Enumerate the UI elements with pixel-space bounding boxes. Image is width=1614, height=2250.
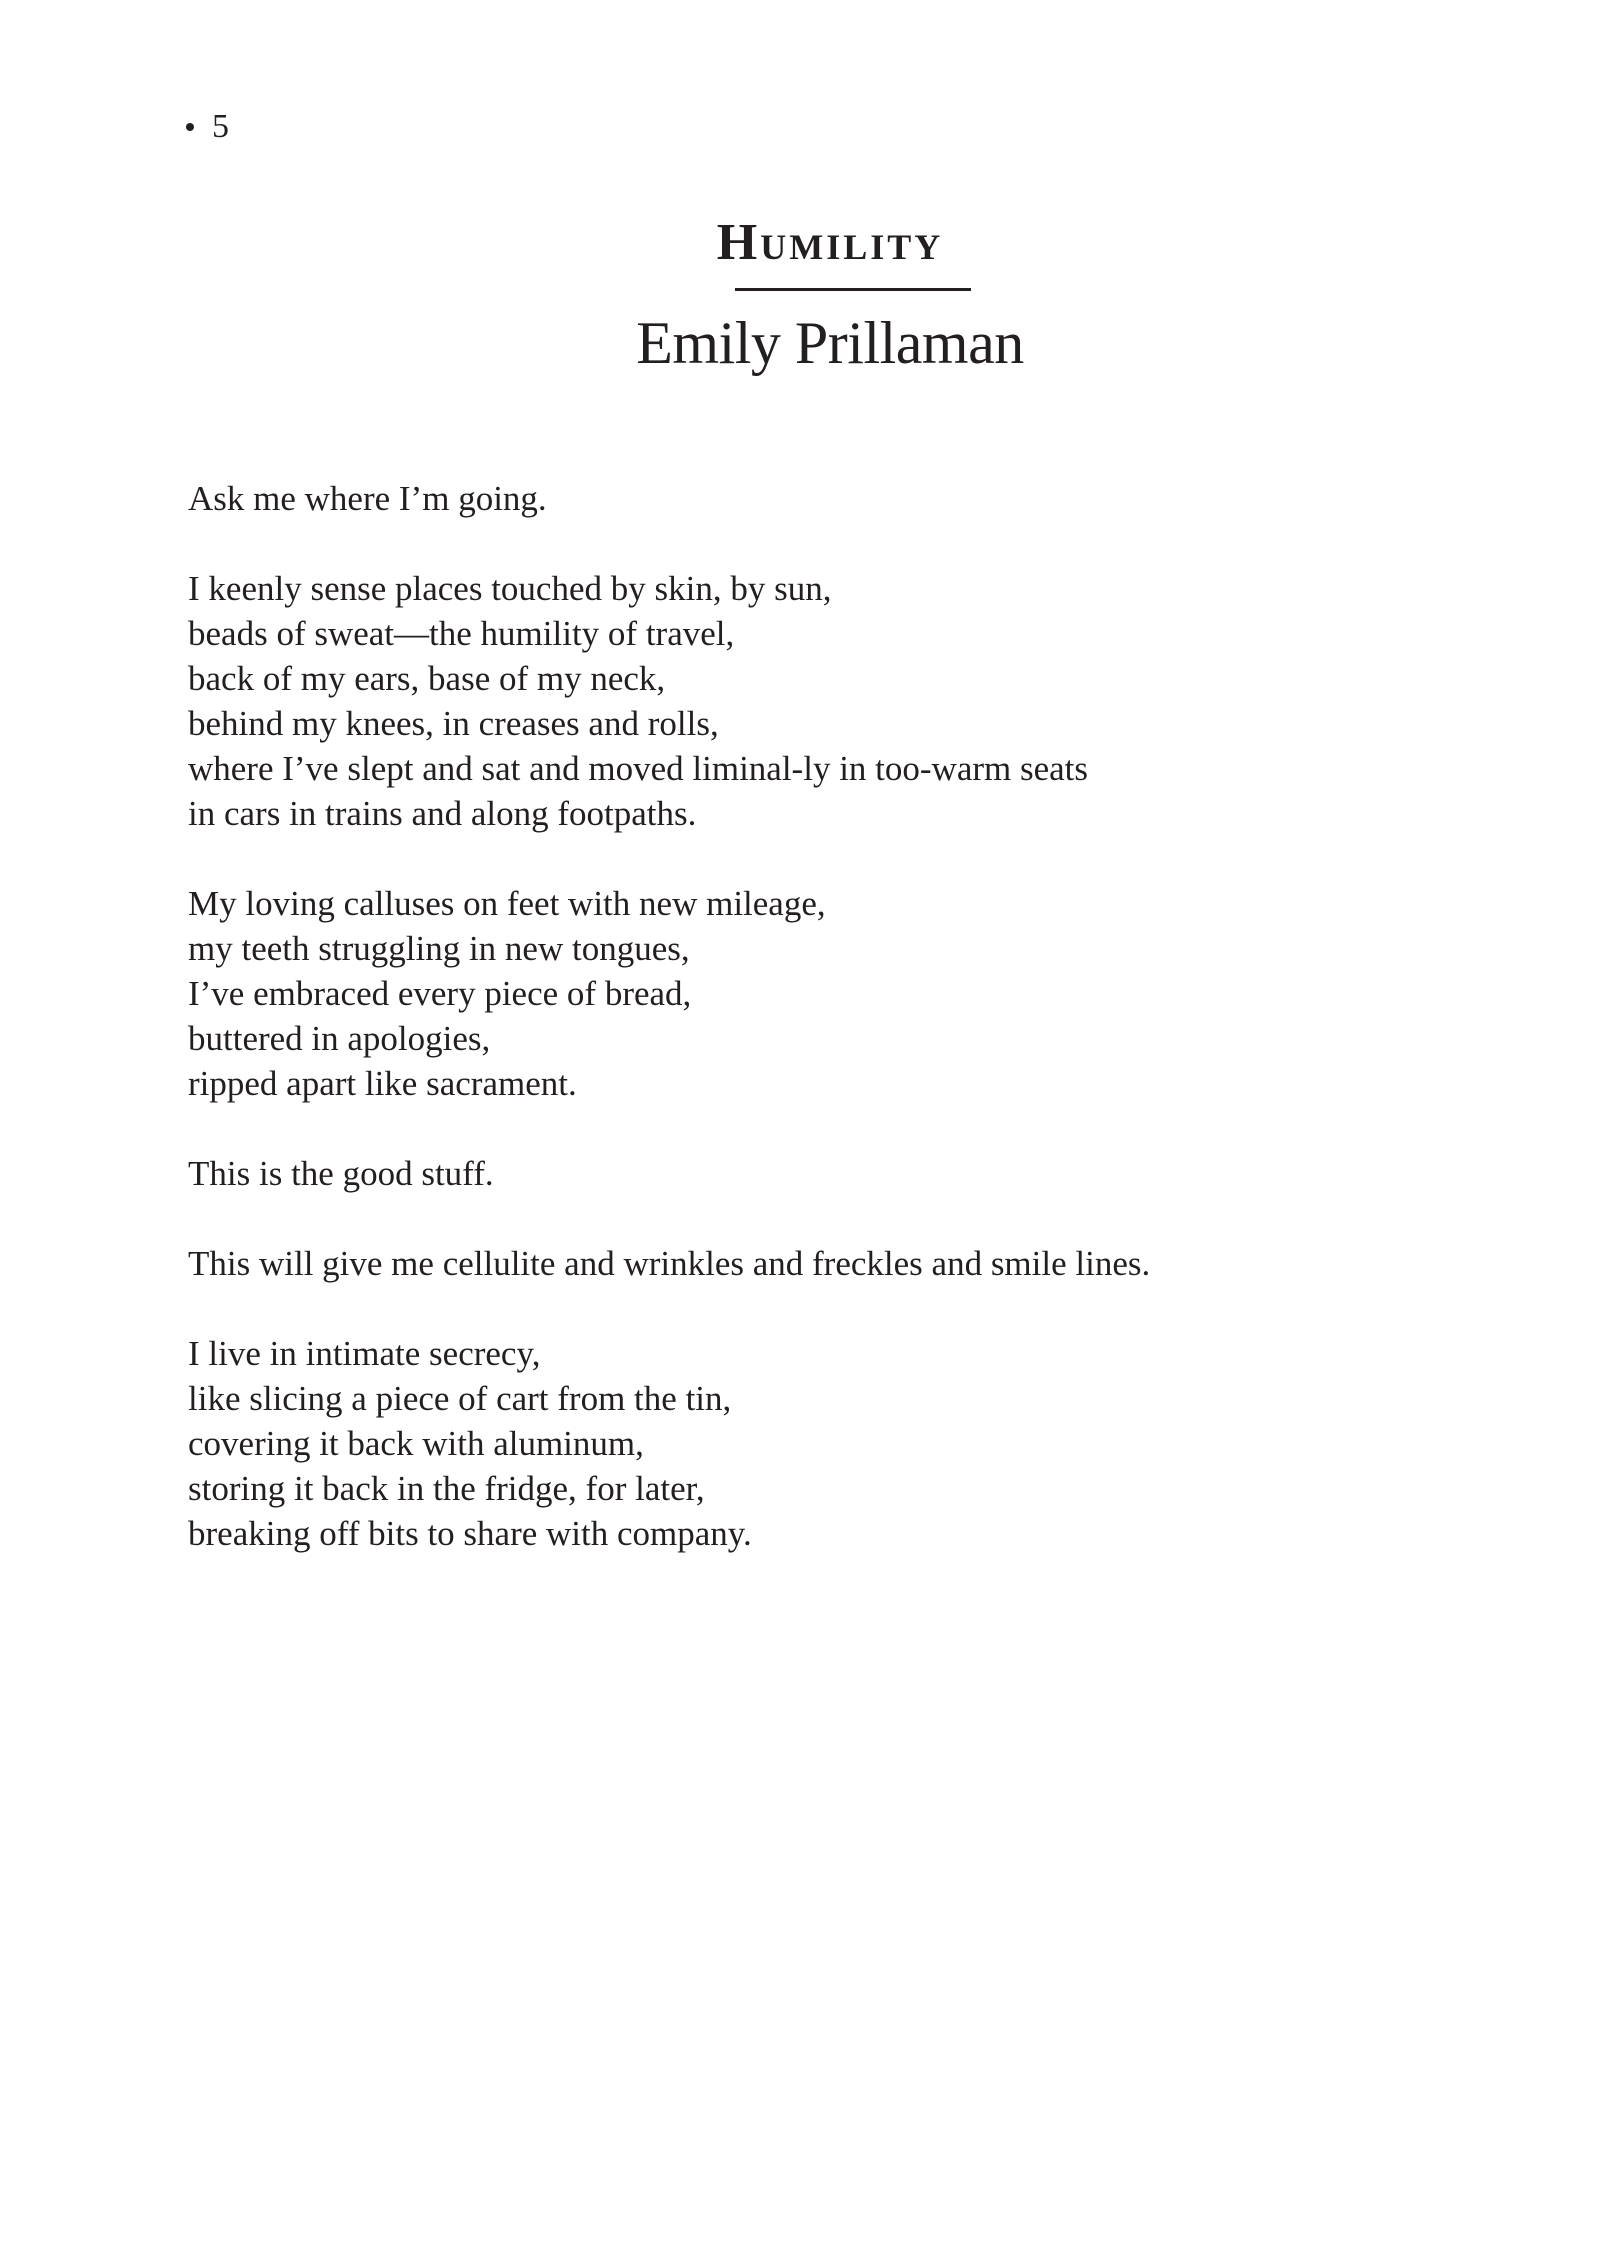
page-number [186, 105, 230, 149]
poem-line: This is the good stuff. [188, 1154, 494, 1193]
poem-line: My loving calluses on feet with new mileage, [188, 884, 826, 923]
poem-author: Emily Prillaman [636, 310, 1024, 376]
poem-line: in cars in trains and along footpaths. [188, 794, 697, 833]
poem-line: where I’ve slept and sat and moved liminal-ly in too-warm seats [188, 749, 1089, 788]
poem-line: beads of sweat—the humility of travel, [188, 614, 735, 653]
stanza [188, 1241, 1488, 1286]
bullet-icon [186, 123, 194, 131]
poem-line: buttered in apologies, [188, 1019, 491, 1058]
poem-line: like slicing a piece of cart from the tin, [188, 1379, 732, 1418]
title-divider [735, 288, 971, 291]
poem-title: Humility [716, 214, 944, 271]
poem-line: ripped apart like sacrament. [188, 1064, 577, 1103]
poem-line: back of my ears, base of my neck, [188, 659, 666, 698]
poem-line: storing it back in the fridge, for later, [188, 1469, 705, 1508]
stanza [188, 1331, 1488, 1556]
poem-line: I keenly sense places touched by skin, by sun, [188, 569, 832, 608]
poem-line: Ask me where I’m going. [188, 479, 547, 518]
poem-line: covering it back with aluminum, [188, 1424, 644, 1463]
stanza [188, 476, 1488, 521]
page-number-value: 5 [212, 108, 230, 145]
poem-line: I live in intimate secrecy, [188, 1334, 541, 1373]
poem-body [188, 476, 1488, 1601]
poem-line: behind my knees, in creases and rolls, [188, 704, 719, 743]
stanza [188, 1151, 1488, 1196]
poem-line: I’ve embraced every piece of bread, [188, 974, 692, 1013]
poem-line: breaking off bits to share with company. [188, 1514, 752, 1553]
stanza [188, 881, 1488, 1106]
poem-line: my teeth struggling in new tongues, [188, 929, 690, 968]
poem-line: This will give me cellulite and wrinkles and freckles and smile lines. [188, 1244, 1151, 1283]
stanza [188, 566, 1488, 836]
poem-header [0, 210, 1614, 381]
